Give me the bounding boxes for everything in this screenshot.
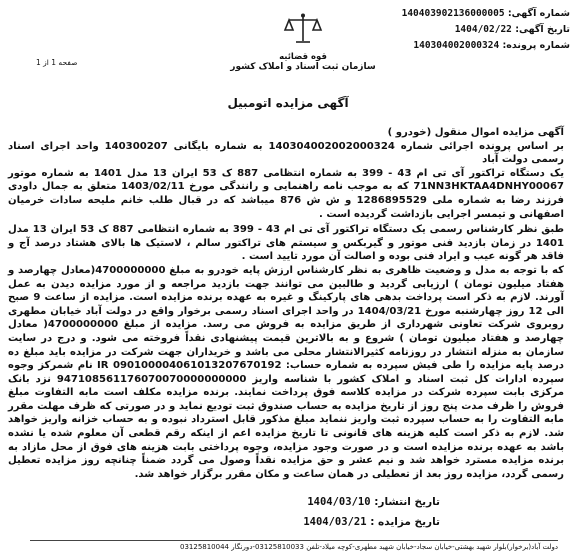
file-number: 140304002000324 — [413, 40, 500, 51]
scales-of-justice-icon — [283, 12, 323, 46]
page-number: صفحه 1 از 1 — [36, 58, 78, 67]
ad-number: 140403902136000005 — [401, 8, 505, 19]
publish-date-row — [0, 492, 440, 512]
vehicle-description: یک دستگاه تراکتور آی تی ام 43 - 399 به شماره انتظامی 887 ک 53 ایران 13 مدل 1401 به شماره موتور 71NN3HKTAA4DNHY00067 که به موجب نامه راهنمایی و رانندگی مورخ 1403/02/11 متعلق به جمال داودی فرزند رضا به شماره ملی 1286895529 و ش ش 876 میباشد که در قبال طلب خانم ملیحه سادات خرمیان اصفهانی و تیمسر اجرایی بازداشت گردیده است . — [8, 167, 564, 220]
registration-org-name: سازمان ثبت اسناد و املاک کشور — [230, 62, 376, 72]
publish-date: 1404/03/10 — [307, 496, 371, 508]
ad-date-label: تاریخ آگهی: — [515, 24, 570, 35]
ad-number-row — [370, 6, 570, 22]
ad-number-label: شماره آگهی: — [507, 8, 570, 19]
notice-body — [8, 126, 564, 481]
auction-terms: که با توجه به مدل و وضعیت ظاهری به نظر کارشناس ارزش پایه خودرو به مبلغ 4700000000(معادل چهارصد و هفتاد میلیون تومان ) ارزیابی گردید و طالبین می توانند جهت بازدید مراجعه و از مورد مزایده دیدن به عمل آورند. لازم به ذکر است پرداخت بدهی های پارکینگ و غیره به عهده برنده مزایده است. مزایده از ساعت 9 صبح الی 12 روز چهارشنبه مورخ 1404/03/21 در واحد اجرای اسناد رسمی برخوار واقع در دولت آباد خیابان مطهری روبروی شرکت تعاونی شهرداری از طریق مزایده به فروش می رسد. مزایده از مبلغ 4700000000( معادل چهارصد و هفتاد میلیون تومان ) شروع و به بالاترین قیمت پیشنهادی نقداً فروخته می شود. و درج در سایت سازمان به منزله انتشار در روزنامه کثیرالانتشار محلی می باشد و خریداران جهت شرکت در مزایده باید مبلغ ده درصد پایه مزایده را طی فیش سپرده به شماره حساب: IR 090100004061013207670192 نام شمرکز وجوه سپرده ادارات کل ثبت اسناد و املاک کشور با شناسه واریز 947108561176070070000000000 نزد بانک مرکزی بابت سپرده شرکت در مزایده کلاسه فوق پرداخت نمایند. برنده مزایده مکلف است مابه التفاوت مبلغ فروش را ظرف مدت پنج روز از تاریخ مزایده به حساب صندوق ثبت تودیع نماید و در صورتی که ظرف مهلت مقرر مابه التفاوت را به حساب سپرده ثبت واریز ننماید مبلغ مذکور قابل استرداد نبوده و به حساب خزانه واریز خواهد شد. لازم به ذکر است کلیه هزینه های قانونی تا تاریخ مزایده اعم از اینکه رقم قطعی آن معلوم شده یا نشده باشد به عهده برنده مزایده است و در صورت وجود مزایده، وجوه پرداختی بابت هزینه های فوق از محل مازاد به برنده مزایده مسترد خواهد شد و نیم عشر و حق مزایده نقداً وصول می گردد ضمناً چنانچه روز مزایده تعطیل رسمی گردد، مزایده روز بعد از تعطیلی در همان ساعت و مکان مقرر برگزار خواهد شد. — [8, 264, 564, 480]
judiciary-name: قوه قضائیه — [279, 52, 327, 62]
ad-meta — [370, 6, 570, 54]
notice-title: آگهی مزایده اتومبیل — [227, 96, 349, 110]
expert-opinion: طبق نظر کارشناس رسمی یک دستگاه تراکتور آی تی ام 43 - 399 به شماره انتظامی 887 ک 53 ایران 13 مدل 1401 در زمان بازدید فنی موتور و گیربکس و سیستم های تراکتور سالم ، لاستیک ها بالای هشتاد درصد آج و فاقد هر گونه عیب و ایراد فنی بوده و اصالت آن مورد تایید است . — [8, 224, 564, 263]
file-number-label: شماره پرونده: — [502, 40, 570, 51]
notice-dates — [0, 492, 440, 532]
file-reference: بر اساس پرونده اجرائی شماره 140304002002000324 به شماره بایگانی 140300207 واحد اجرای اسناد رسمی دولت آباد — [8, 140, 564, 166]
notice-heading: آگهی مزایده اموال منقول (خودرو ) — [387, 127, 564, 138]
file-number-row — [370, 38, 570, 54]
auction-date: 1404/03/21 — [303, 516, 367, 528]
office-footer — [30, 540, 558, 555]
publish-date-label: تاریخ انتشار: — [374, 496, 440, 508]
auction-date-label: تاریخ مزایده : — [370, 516, 440, 528]
office-address: دولت آباد(برخوار)بلوار شهید بهشتی-خیابان سجاد-خیابان شهید مطهری-کوچه میلاد-تلفن 03125810033-دورنگار 03125810044 — [180, 543, 558, 551]
auction-date-row — [0, 512, 440, 532]
judiciary-emblem — [228, 12, 378, 72]
ad-date-row — [370, 22, 570, 38]
ad-date: 1404/02/22 — [454, 24, 512, 35]
